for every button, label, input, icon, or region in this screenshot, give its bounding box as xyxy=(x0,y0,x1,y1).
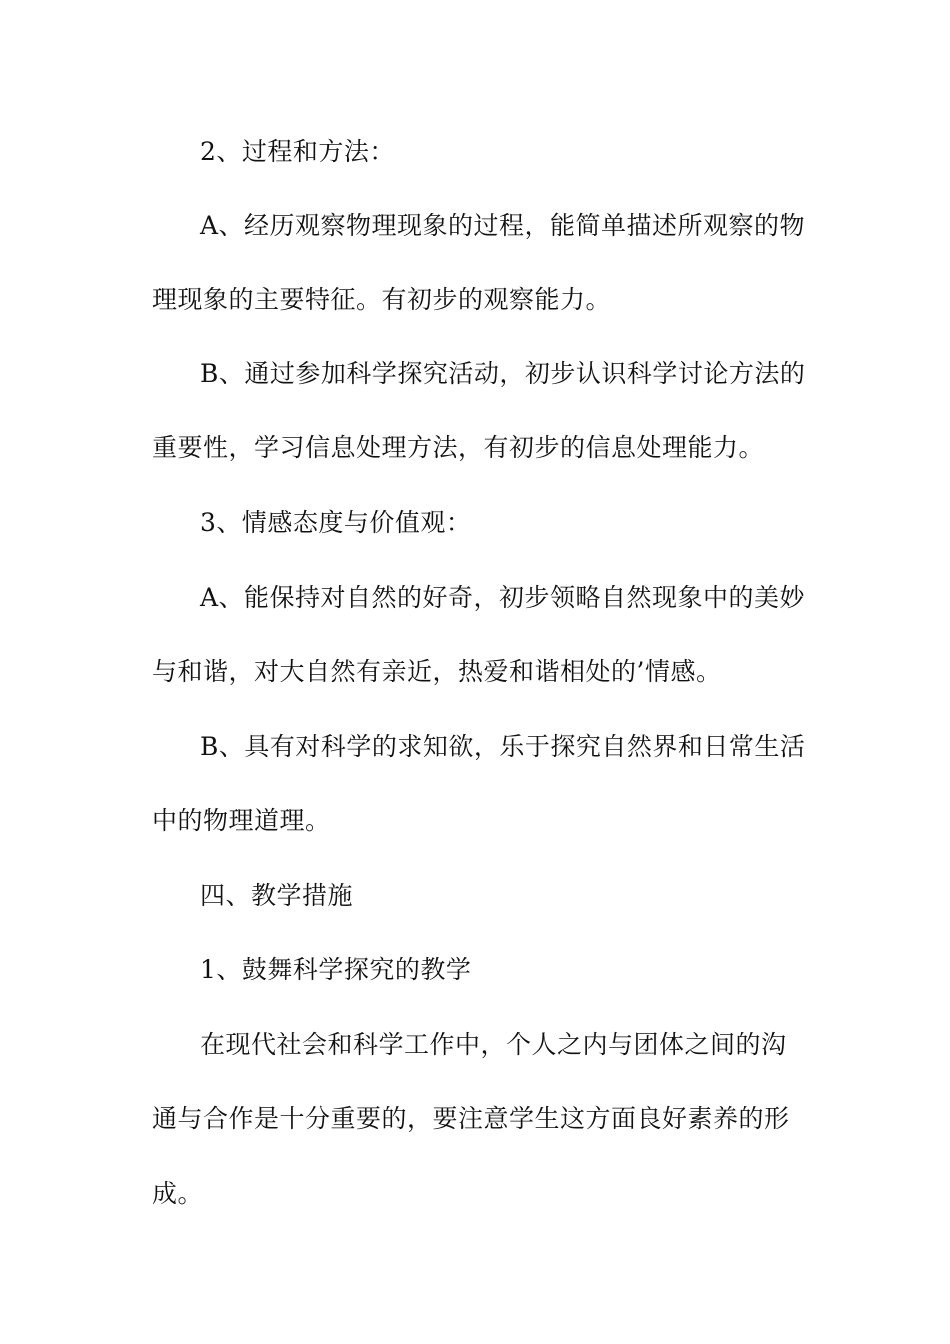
section-heading-process-methods: 2、过程和方法： xyxy=(200,137,395,166)
paragraph-line: 成。 xyxy=(152,1179,204,1208)
paragraph-line: 重要性，学习信息处理方法，有初步的信息处理能力。 xyxy=(152,433,765,462)
subsection-heading-inquiry-teaching: 1、鼓舞科学探究的教学 xyxy=(200,955,472,984)
paragraph-line: 中的物理道理。 xyxy=(152,806,331,835)
paragraph-line: A、经历观察物理现象的过程，能简单描述所观察的物 xyxy=(200,211,806,240)
paragraph-line: B、通过参加科学探究活动，初步认识科学讨论方法的 xyxy=(200,359,806,388)
paragraph-line: B、具有对科学的求知欲，乐于探究自然界和日常生活 xyxy=(200,732,806,761)
paragraph-line: A、能保持对自然的好奇，初步领略自然现象中的美妙 xyxy=(200,583,806,612)
paragraph-line: 理现象的主要特征。有初步的观察能力。 xyxy=(152,285,612,314)
section-heading-attitudes-values: 3、情感态度与价值观： xyxy=(200,508,472,537)
paragraph-line: 与和谐，对大自然有亲近，热爱和谐相处的’情感。 xyxy=(152,657,722,686)
paragraph-line: 在现代社会和科学工作中，个人之内与团体之间的沟 xyxy=(200,1030,787,1059)
section-heading-teaching-measures: 四、教学措施 xyxy=(200,881,354,910)
paragraph-line: 通与合作是十分重要的，要注意学生这方面良好素养的形 xyxy=(152,1104,790,1133)
